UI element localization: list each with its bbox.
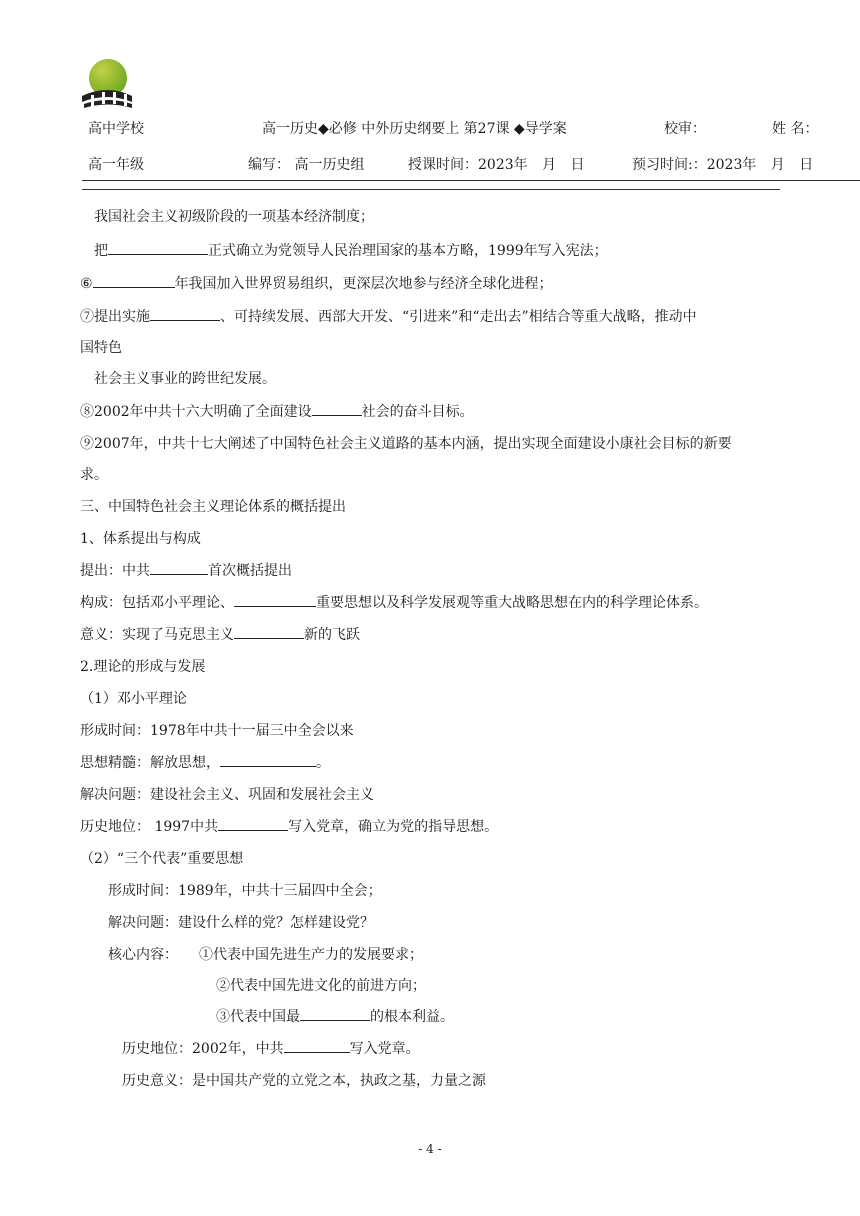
fill-in-blank[interactable] [300, 1007, 370, 1021]
text-line [80, 720, 354, 740]
text-line [94, 206, 374, 226]
text-line [80, 401, 474, 421]
text-line [80, 433, 732, 453]
text-line [80, 306, 697, 326]
line-text: 写入党章，确立为党的指导思想。 [288, 819, 499, 835]
line-text: 国特色 [80, 340, 122, 356]
line-text: 历史地位： 1997中共 [80, 819, 219, 835]
line-text: 年我国加入世界贸易组织，更深层次地参与经济全球化进程； [174, 276, 553, 292]
line-text: 、可持续发展、西部大开发、“引进来”和“走出去”相结合等重大战略，推动中 [220, 309, 697, 325]
line-text: ⑥ [80, 276, 93, 292]
header-rule-thin [82, 180, 860, 181]
line-text: ⑧2002年中共十六大明确了全面建设 [80, 404, 312, 420]
fill-in-blank[interactable] [220, 753, 316, 767]
text-line [80, 816, 498, 836]
fill-in-blank[interactable] [284, 1039, 350, 1053]
text-line [80, 624, 360, 644]
line-text: 意义：实现了马克思主义 [80, 627, 234, 643]
line-text: 构成：包括邓小平理论、 [80, 595, 234, 611]
line-text: 历史地位：2002年，中共 [122, 1041, 284, 1057]
line-text: 形成时间：1978年中共十一届三中全会以来 [80, 723, 354, 739]
fill-in-blank[interactable] [234, 593, 316, 607]
text-line [80, 528, 201, 548]
header-grade: 高一年级 [88, 157, 144, 173]
line-text: 思想精髓：解放思想， [80, 755, 220, 771]
text-line [80, 752, 330, 772]
text-line [94, 240, 608, 260]
line-text: 我国社会主义初级阶段的一项基本经济制度； [94, 209, 374, 225]
header-editor: 编写： 高一历史组 [248, 157, 365, 173]
line-text: 1、体系提出与构成 [80, 531, 201, 547]
line-text: ②代表中国先进文化的前进方向； [216, 978, 426, 994]
text-line [216, 975, 426, 995]
text-line [80, 464, 108, 484]
fill-in-blank[interactable] [312, 402, 362, 416]
text-line [108, 944, 423, 964]
text-line [80, 337, 122, 357]
line-text: ⑦提出实施 [80, 309, 150, 325]
line-text: 求。 [80, 467, 108, 483]
line-text: 写入党章。 [349, 1041, 420, 1057]
fill-in-blank[interactable] [93, 274, 175, 288]
line-text: 的根本利益。 [370, 1009, 454, 1025]
text-line [94, 368, 276, 388]
text-line [80, 496, 346, 516]
fill-in-blank[interactable] [150, 561, 208, 575]
text-line [80, 560, 292, 580]
header-preview-time: 预习时间:：2023年 月 日 [632, 157, 814, 173]
text-line [122, 1070, 486, 1090]
line-text: 核心内容： ①代表中国先进生产力的发展要求； [108, 947, 423, 963]
header-review: 校审： [664, 121, 706, 137]
line-text: 2.理论的形成与发展 [80, 659, 206, 675]
line-text: ⑨2007年，中共十七大阐述了中国特色社会主义道路的基本内涵，提出实现全面建设小康社会目标的新要 [80, 436, 732, 452]
text-line [80, 273, 553, 293]
line-text: 新的飞跃 [304, 627, 360, 643]
text-line [80, 848, 243, 868]
line-text: 提出：中共 [80, 563, 150, 579]
line-text: 历史意义：是中国共产党的立党之本，执政之基，力量之源 [122, 1073, 486, 1089]
text-line [108, 880, 382, 900]
line-text: 解决问题：建设社会主义、巩固和发展社会主义 [80, 787, 374, 803]
line-text: 形成时间：1989年，中共十三届四中全会； [108, 883, 382, 899]
header-course: 高一历史◆必修 中外历史纲要上 第27课 ◆导学案 [262, 121, 567, 137]
line-text: 正式确立为党领导人民治理国家的基本方略，1999年写入宪法； [208, 243, 608, 259]
page-number: - 4 - [418, 1142, 442, 1156]
text-line [122, 1038, 420, 1058]
text-line [80, 592, 708, 612]
text-line [108, 912, 374, 932]
line-text: （1）邓小平理论 [80, 691, 187, 707]
text-line [80, 688, 187, 708]
line-text: 首次概括提出 [208, 563, 292, 579]
fill-in-blank[interactable] [218, 817, 288, 831]
fill-in-blank[interactable] [150, 307, 220, 321]
text-line [216, 1006, 454, 1026]
line-text: （2）“三个代表”重要思想 [80, 851, 244, 867]
line-text: 三、中国特色社会主义理论体系的概括提出 [80, 499, 346, 515]
line-text: 重要思想以及科学发展观等重大战略思想在内的科学理论体系。 [316, 595, 708, 611]
line-text: 。 [316, 755, 330, 771]
school-logo-icon [80, 58, 134, 110]
line-text: 社会主义事业的跨世纪发展。 [94, 371, 276, 387]
header-school: 高中学校 [88, 121, 144, 137]
line-text: 解决问题：建设什么样的党？怎样建设党？ [108, 915, 374, 931]
fill-in-blank[interactable] [108, 241, 208, 255]
line-text: ③代表中国最 [216, 1009, 300, 1025]
line-text: 社会的奋斗目标。 [361, 404, 474, 420]
line-text: 把 [94, 243, 108, 259]
header-name: 姓 名： [772, 121, 819, 137]
header-class-time: 授课时间：2023年 月 日 [408, 157, 585, 173]
text-line [80, 656, 205, 676]
header-rule-thick [82, 189, 780, 190]
fill-in-blank[interactable] [234, 625, 304, 639]
text-line [80, 784, 374, 804]
